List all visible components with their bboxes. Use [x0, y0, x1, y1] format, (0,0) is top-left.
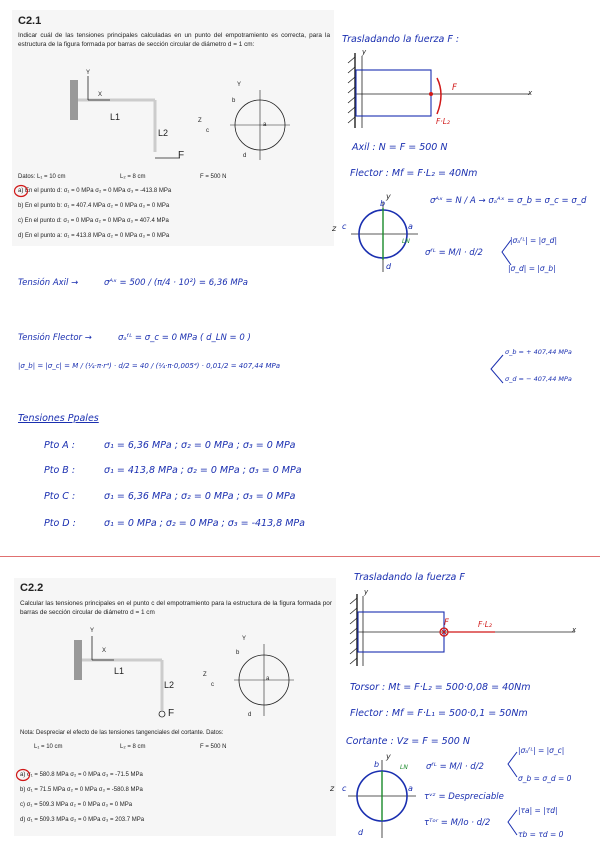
problem-1-figure: [60, 70, 330, 170]
p2-torsor: Torsor : Mt = F·L₂ = 500·0,08 = 40Nm: [350, 682, 531, 693]
p1-option-c[interactable]: [18, 218, 169, 224]
fig1-l1: L1: [110, 112, 121, 122]
p1-tp-title: Tensiones Ppales: [18, 413, 99, 424]
fig2-a: a: [266, 676, 270, 682]
p1-tfl-b: σ_b = + 407,44 MPa: [505, 348, 572, 356]
p1-option-b[interactable]: [18, 203, 169, 209]
fig1-c: c: [206, 128, 209, 134]
p1-l2: L₂ = 8 cm: [120, 174, 146, 180]
problem-1-statement: Indicar cuál de las tensiones principales calculadas en un punto del empotramiento es correcta, para la estructura de la figura formada por barras de sección circular de diámetro d = 1 cm:: [18, 32, 330, 48]
p1-pto-b-label: Pto B :: [44, 465, 76, 476]
fig1-d: d: [243, 153, 247, 159]
p2-cs-a: a: [408, 784, 413, 793]
fig2-b: b: [236, 650, 240, 656]
p2-tor-brace: [506, 808, 518, 838]
p2-beam-diagram: [345, 590, 585, 670]
p1-sig-fl: σᶠᴸ = M/I · d/2: [425, 248, 483, 258]
section-divider: [0, 556, 600, 557]
p1-tax-expr: σᴬˣ = 500 / (π/4 · 10²) = 6,36 MPa: [104, 278, 249, 288]
p1-fl-r2: |σ_d| = |σ_b|: [508, 264, 556, 273]
p2-tor-r1: |τa| = |τd|: [518, 806, 558, 815]
p1-tfl-brace: [488, 352, 504, 386]
p2-option-b[interactable]: [20, 787, 143, 793]
option-label: a): [20, 772, 26, 778]
fig2-l2: L2: [164, 680, 175, 690]
p1-f: F = 500 N: [200, 174, 227, 180]
option-label: c): [18, 218, 23, 224]
problem-2-figure: [64, 632, 334, 724]
p1-cs-z: z: [332, 224, 337, 233]
p1-beam-F: F: [452, 83, 457, 93]
p2-fl-r1: |σₐᶠᴸ| = |σ_c|: [518, 746, 565, 755]
fig2-Y: Y: [242, 636, 247, 642]
option-label: c): [20, 802, 25, 808]
option-label: d): [18, 233, 24, 239]
p1-tfl-label: Tensión Flector →: [18, 333, 92, 343]
fig1-f: F: [178, 150, 185, 161]
p2-beam-F: F: [444, 618, 449, 628]
option-label: d): [20, 817, 26, 823]
fig1-y: Y: [86, 70, 91, 76]
p1-tax-label: Tensión Axil →: [18, 278, 79, 288]
p2-cs-b: b: [374, 760, 380, 769]
p2-hw-title: Trasladando la fuerza F: [354, 572, 465, 583]
p1-fl-r1: |σₐᶠᴸ| = |σ_d|: [510, 236, 557, 245]
p1-pto-d-label: Pto D :: [44, 518, 76, 529]
p1-flector: Flector : Mf = F·L₂ = 40Nm: [350, 168, 478, 179]
p1-cs-ln: LN: [402, 238, 410, 245]
problem-1-title: C2.1: [18, 15, 42, 27]
option-text: En el punto d: σ₁ = 0 MPa σ₂ = 0 MPa σ₃ = 407.4 MPa: [24, 218, 169, 224]
fig1-l2: L2: [158, 128, 169, 138]
p2-tor-r2: τb = τd = 0: [518, 830, 564, 839]
p1-option-a[interactable]: [18, 188, 171, 194]
p1-tfl-eq: |σ_b| = |σ_c| = M / (¼·π·r⁴) · d/2 = 40 / (¼·π·0,005⁴) · 0,01/2 = 407,44 MPa: [18, 362, 281, 370]
p1-datos: Datos: L₁ = 10 cm: [18, 174, 66, 180]
p2-tau-tor: τᵀᵒʳ = M/Io · d/2: [424, 818, 491, 828]
p2-note: Nota: Despreciar el efecto de las tensiones tangenciales del cortante. Datos:: [20, 730, 224, 736]
p1-option-d[interactable]: [18, 233, 169, 239]
p2-fl-r2: σ_b = σ_d = 0: [518, 774, 572, 783]
p2-l2: L₂ = 8 cm: [120, 744, 146, 750]
option-text: En el punto a: σ₁ = 413.8 MPa σ₂ = 0 MPa σ₃ = 0 MPa: [25, 233, 170, 239]
option-text: En el punto b: σ₁ = 407.4 MPa σ₂ = 0 MPa σ₃ = 0 MPa: [25, 203, 170, 209]
option-text: σ₁ = 509.3 MPa σ₂ = 0 MPa σ₃ = 203.7 MPa: [27, 817, 145, 823]
option-label: a): [18, 188, 24, 194]
option-label: b): [20, 787, 26, 793]
p1-pto-a-label: Pto A :: [44, 440, 76, 451]
p2-cs-ln: LN: [400, 764, 408, 771]
fig2-x: X: [102, 648, 107, 654]
fig2-c: c: [211, 682, 214, 688]
fig2-l1: L1: [114, 666, 125, 676]
problem-2-statement: Calcular las tensiones principales en el punto c del empotramiento para la estructura de la figura formada por barras de sección circular de diámetro d = 1 cm: [20, 600, 332, 616]
p1-tfl-expr: σₐᶠᴸ = σ_c = 0 MPa ( d_LN = 0 ): [118, 333, 251, 343]
option-text: σ₁ = 71.5 MPa σ₂ = 0 MPa σ₃ = -580.8 MPa: [27, 787, 143, 793]
p2-answer-circle: [15, 768, 31, 782]
p2-sig-fl: σᶠᴸ = M/I · d/2: [426, 762, 484, 772]
p2-datos: L₁ = 10 cm: [34, 744, 63, 750]
p1-beam-x: x: [528, 89, 533, 97]
p2-tau-vz: τᵛᶻ = Despreciable: [424, 792, 504, 802]
fig2-d: d: [248, 712, 252, 718]
p1-pto-c-values: σ₁ = 6,36 MPa ; σ₂ = 0 MPa ; σ₃ = 0 MPa: [104, 491, 296, 502]
fig2-y: Y: [90, 628, 95, 634]
p2-cs-d: d: [358, 828, 364, 837]
p2-cs-c: c: [342, 784, 347, 793]
p1-cs-b: b: [380, 199, 386, 208]
fig1-a: a: [263, 122, 267, 128]
p1-cs-y: y: [386, 192, 391, 201]
p2-beam-FL2: F·L₂: [478, 620, 492, 629]
p2-cs-z: z: [330, 784, 335, 793]
fig1-b: b: [232, 98, 236, 104]
p1-hw-title: Trasladando la fuerza F :: [342, 34, 460, 45]
p1-beam-FL2: F·L₂: [436, 117, 450, 126]
p2-option-d[interactable]: [20, 817, 144, 823]
fig1-Y: Y: [237, 82, 242, 88]
problem-2-title: C2.2: [20, 582, 44, 594]
p1-cross-section: [333, 192, 423, 282]
option-text: En el punto d: σ₁ = 0 MPa σ₂ = 0 MPa σ₃ = -413.8 MPa: [25, 188, 172, 194]
option-label: b): [18, 203, 24, 209]
p2-flector: Flector : Mf = F·L₁ = 500·0,1 = 50Nm: [350, 708, 528, 719]
p2-fl-brace: [506, 750, 518, 780]
fig1-x: X: [98, 92, 103, 98]
p2-option-a[interactable]: [20, 772, 143, 778]
p1-answer-circle: [13, 184, 29, 198]
p2-option-c[interactable]: [20, 802, 132, 808]
p2-cortante: Cortante : Vz = F = 500 N: [346, 736, 470, 747]
p1-beam-y: y: [362, 48, 367, 56]
p2-f: F = 500 N: [200, 744, 227, 750]
fig2-z: Z: [203, 672, 207, 678]
p2-cs-y: y: [386, 752, 391, 761]
p2-beam-x: x: [572, 626, 577, 634]
fig1-z: Z: [198, 118, 202, 124]
p1-axil: Axil : N = F = 500 N: [352, 142, 448, 153]
p1-pto-d-values: σ₁ = 0 MPa ; σ₂ = 0 MPa ; σ₃ = -413,8 MPa: [104, 518, 305, 529]
fig2-f: F: [168, 708, 175, 719]
p1-pto-a-values: σ₁ = 6,36 MPa ; σ₂ = 0 MPa ; σ₃ = 0 MPa: [104, 440, 296, 451]
p1-cs-d: d: [386, 262, 392, 271]
option-text: σ₁ = 509.3 MPa σ₂ = 0 MPa σ₃ = 0 MPa: [26, 802, 133, 808]
p1-cs-c: c: [342, 222, 347, 231]
p1-sig-ax: σᴬˣ = N / A → σₐᴬˣ = σ_b = σ_c = σ_d: [430, 196, 587, 206]
option-text: σ₁ = 580.8 MPa σ₂ = 0 MPa σ₃ = -71.5 MPa: [27, 772, 143, 778]
p2-beam-y: y: [364, 588, 369, 596]
p1-cs-a: a: [408, 222, 413, 231]
p1-tfl-d: σ_d = − 407,44 MPa: [505, 375, 572, 383]
p1-pto-c-label: Pto C :: [44, 491, 76, 502]
p1-pto-b-values: σ₁ = 413,8 MPa ; σ₂ = 0 MPa ; σ₃ = 0 MPa: [104, 465, 302, 476]
